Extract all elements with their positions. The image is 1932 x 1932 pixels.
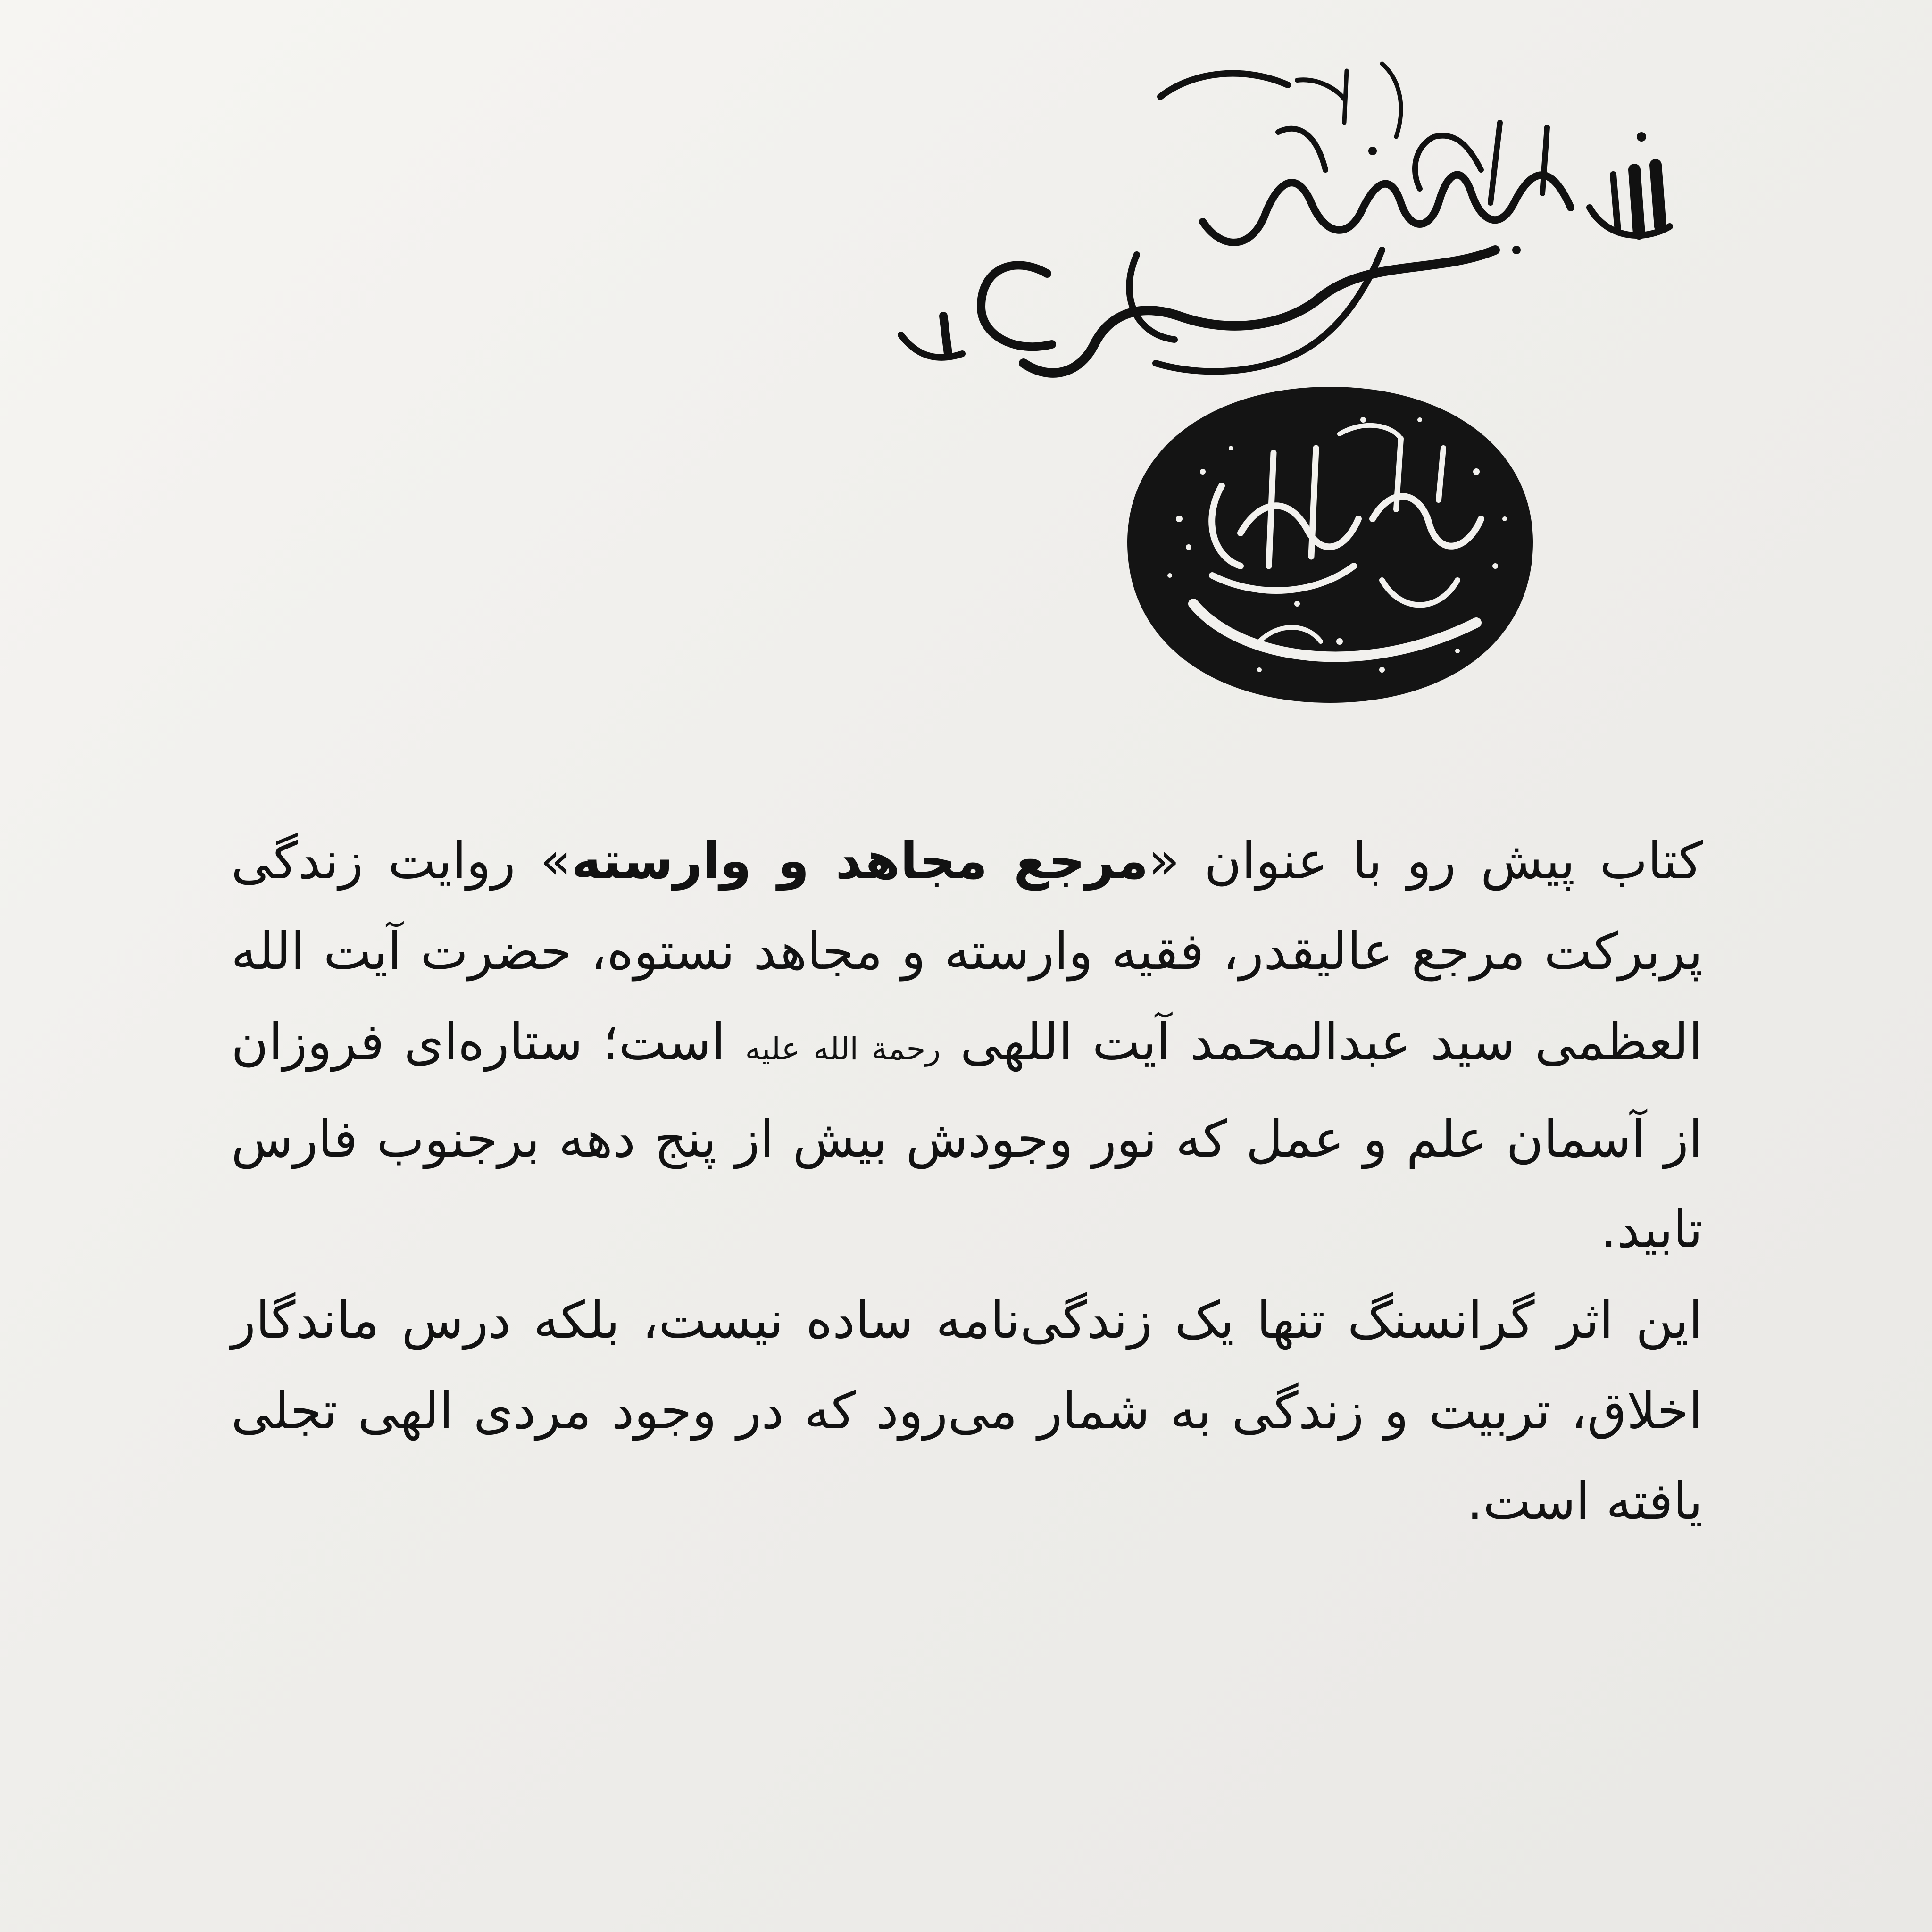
intro-text-middle: روایت زندگی پربرکت مرجع عالیقدر، فقیه وارسته و مجاهد نستوه، حضرت آیت الله العظمی سید عبدالمحمد آیت اللهی [231, 832, 1703, 1072]
intro-text-end: است؛ ستاره‌ای فروزان از آسمان علم و عمل که نور وجودش بیش از پنج دهه برجنوب فارس تابید. [231, 1013, 1703, 1259]
paragraph-intro [231, 816, 1703, 1275]
handwritten-signature [873, 52, 1703, 410]
seal-stamp [1118, 377, 1542, 712]
paragraph-second: این اثر گرانسنگ تنها یک زندگی‌نامه ساده نیست، بلکه درس ماندگار اخلاق، تربیت و زندگی به شمار می‌رود که در وجود مردی الهی تجلی یافته است. [231, 1291, 1703, 1531]
quote-close: » [540, 832, 572, 891]
intro-text-start: کتاب پیش رو با عنوان [1179, 832, 1703, 891]
honorific: رحمة الله علیه [745, 1031, 941, 1067]
body-text [231, 816, 1703, 1547]
book-title: مرجع مجاهد و وارسته [571, 832, 1149, 891]
quote-open: « [1148, 832, 1180, 891]
